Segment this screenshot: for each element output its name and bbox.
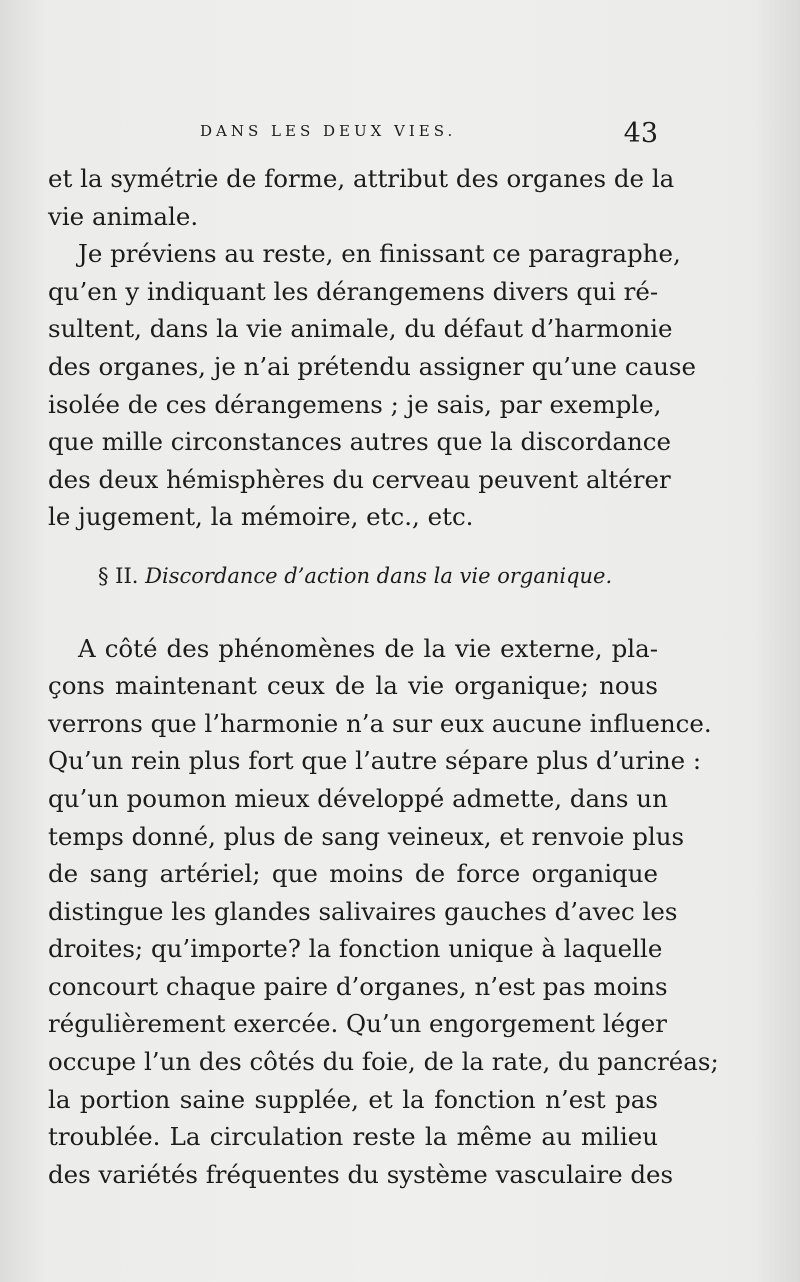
body-text xyxy=(48,160,719,1193)
section-title: Discordance d’action dans la vie organique. xyxy=(145,563,613,588)
text-line: et la symétrie de forme, attribut des organes de la xyxy=(48,164,675,193)
text-line: de sang artériel; que moins de force organique xyxy=(48,859,658,889)
section-mark: § II. xyxy=(98,563,139,588)
text-line: le jugement, la mémoire, etc., etc. xyxy=(48,502,474,532)
text-line: occupe l’un des côtés du foie, de la rate, du pancréas; xyxy=(48,1047,719,1077)
text-line: droites; qu’importe? la fonction unique à laquelle xyxy=(48,934,663,964)
page-number: 43 xyxy=(623,118,658,149)
text-line: des deux hémisphères du cerveau peuvent altérer xyxy=(48,464,671,494)
text-line: des variétés fréquentes du système vasculaire des xyxy=(48,1159,674,1189)
text-line: distingue les glandes salivaires gauches d’avec les xyxy=(48,896,678,926)
text-line: la portion saine supplée, et la fonction n’est pas xyxy=(48,1084,658,1114)
text-line: temps donné, plus de sang veineux, et renvoie plus xyxy=(48,821,685,851)
text-line: Qu’un rein plus fort que l’autre sépare plus d’urine : xyxy=(48,746,702,776)
text-line: Je préviens au reste, en finissant ce paragraphe, xyxy=(78,239,681,269)
text-line: qu’un poumon mieux développé admette, dans un xyxy=(48,783,668,813)
text-line: isolée de ces dérangemens ; je sais, par exemple, xyxy=(48,389,662,419)
text-line: vie animale. xyxy=(48,201,199,231)
text-line: sultent, dans la vie animale, du défaut d’harmonie xyxy=(48,314,673,344)
running-title: DANS LES DEUX VIES. xyxy=(200,122,457,140)
text-line: qu’en y indiquant les dérangemens divers qui ré- xyxy=(48,276,659,306)
text-line: que mille circonstances autres que la discordance xyxy=(48,427,672,457)
text-line: concourt chaque paire d’organes, n’est pas moins xyxy=(48,971,668,1001)
text-line: çons maintenant ceux de la vie organique; nous xyxy=(48,671,658,701)
text-line: A côté des phénomènes de la vie externe, pla- xyxy=(78,633,658,663)
running-head xyxy=(48,118,658,158)
text-line: troublée. La circulation reste la même au milieu xyxy=(48,1122,658,1152)
text-line: régulièrement exercée. Qu’un engorgement léger xyxy=(48,1009,667,1039)
section-heading xyxy=(48,558,658,596)
text-line: verrons que l’harmonie n’a sur eux aucune influence. xyxy=(48,708,712,738)
text-line: des organes, je n’ai prétendu assigner qu’une cause xyxy=(48,351,696,381)
